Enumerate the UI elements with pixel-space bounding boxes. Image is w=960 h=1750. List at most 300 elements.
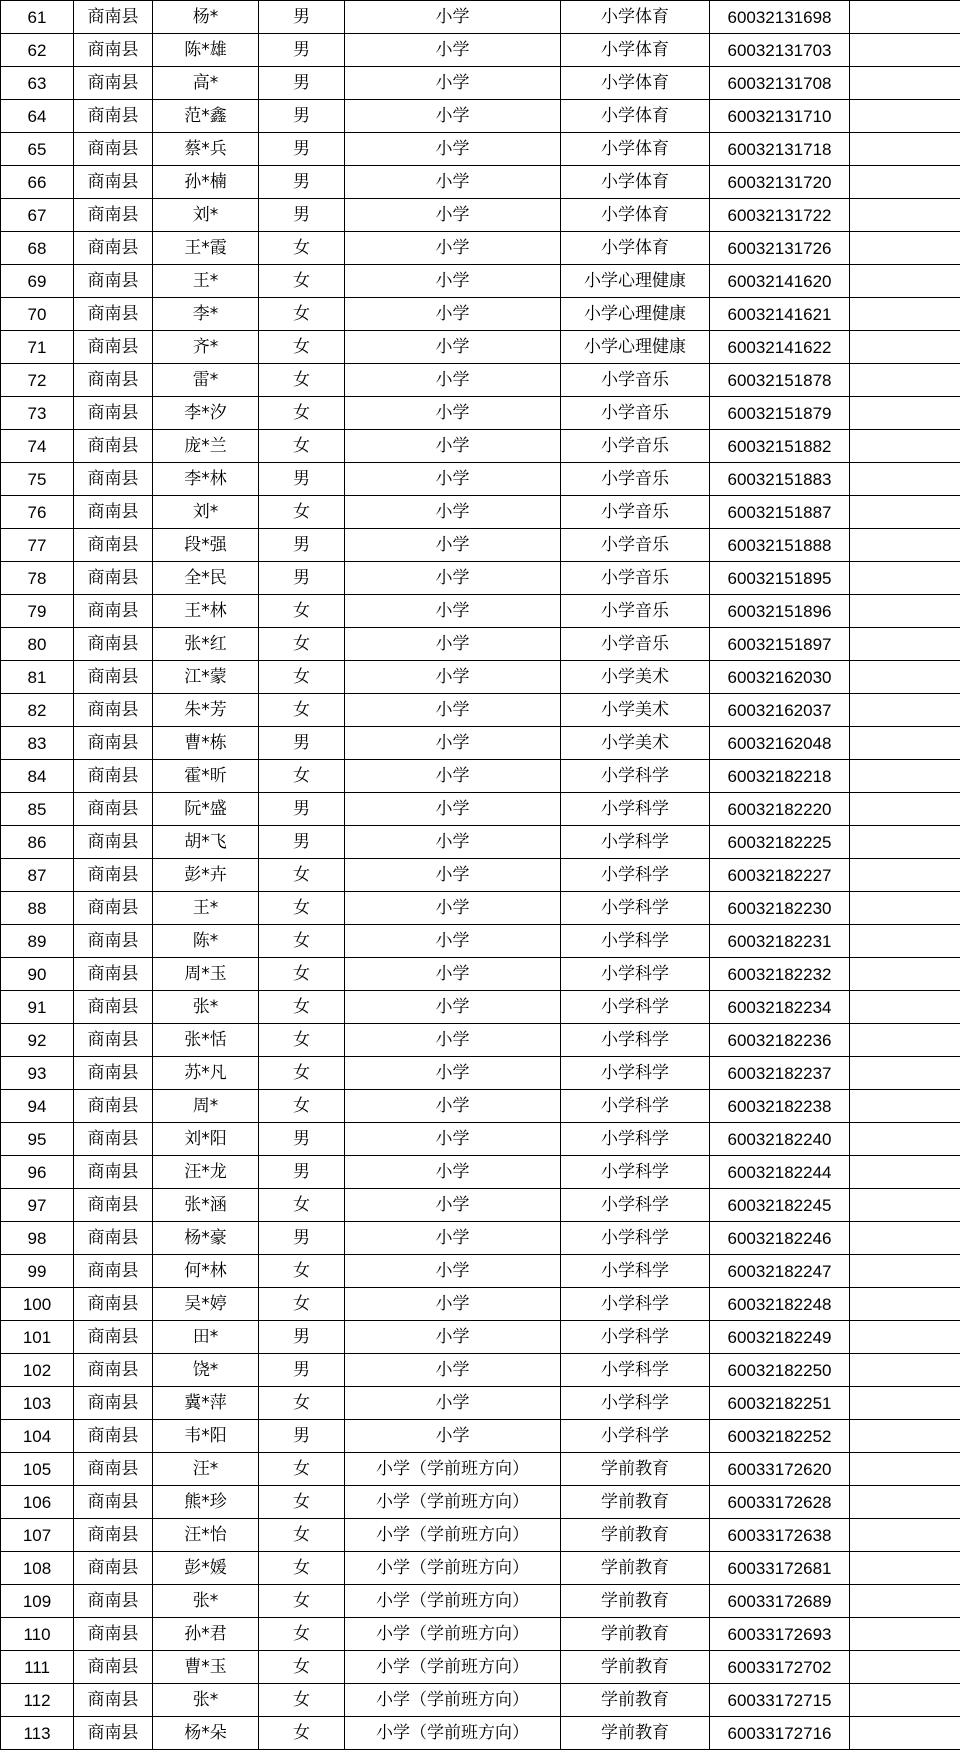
remark-cell	[850, 1651, 960, 1684]
table-row	[1, 1288, 960, 1321]
row-number-cell: 81	[1, 661, 74, 694]
subject-cell: 小学音乐	[561, 430, 710, 463]
county-cell: 商南县	[74, 1090, 153, 1123]
gender-cell: 女	[259, 232, 345, 265]
table-row	[1, 397, 960, 430]
remark-cell	[850, 1519, 960, 1552]
remark-cell	[850, 958, 960, 991]
subject-cell: 学前教育	[561, 1618, 710, 1651]
row-number-cell: 96	[1, 1156, 74, 1189]
subject-cell: 小学科学	[561, 1222, 710, 1255]
row-number-cell: 70	[1, 298, 74, 331]
name-cell: 朱*芳	[153, 694, 259, 727]
table-row	[1, 1420, 960, 1453]
exam-number-cell: 60032162048	[710, 727, 850, 760]
remark-cell	[850, 694, 960, 727]
name-cell: 王*	[153, 265, 259, 298]
county-cell: 商南县	[74, 1222, 153, 1255]
remark-cell	[850, 100, 960, 133]
remark-cell	[850, 331, 960, 364]
exam-number-cell: 60033172716	[710, 1717, 850, 1750]
county-cell: 商南县	[74, 1552, 153, 1585]
remark-cell	[850, 1024, 960, 1057]
gender-cell: 女	[259, 1387, 345, 1420]
gender-cell: 男	[259, 727, 345, 760]
exam-number-cell: 60032141620	[710, 265, 850, 298]
remark-cell	[850, 760, 960, 793]
gender-cell: 男	[259, 100, 345, 133]
name-cell: 李*林	[153, 463, 259, 496]
name-cell: 杨*朵	[153, 1717, 259, 1750]
row-number-cell: 99	[1, 1255, 74, 1288]
school-level-cell: 小学（学前班方向）	[345, 1585, 561, 1618]
county-cell: 商南县	[74, 1, 153, 34]
name-cell: 杨*	[153, 1, 259, 34]
exam-number-cell: 60032182250	[710, 1354, 850, 1387]
name-cell: 张*涵	[153, 1189, 259, 1222]
name-cell: 张*	[153, 1585, 259, 1618]
school-level-cell: 小学	[345, 628, 561, 661]
table-row	[1, 100, 960, 133]
county-cell: 商南县	[74, 529, 153, 562]
gender-cell: 男	[259, 133, 345, 166]
name-cell: 范*鑫	[153, 100, 259, 133]
subject-cell: 小学体育	[561, 166, 710, 199]
school-level-cell: 小学（学前班方向）	[345, 1684, 561, 1717]
exam-number-cell: 60032182252	[710, 1420, 850, 1453]
exam-number-cell: 60033172689	[710, 1585, 850, 1618]
remark-cell	[850, 1552, 960, 1585]
row-number-cell: 67	[1, 199, 74, 232]
school-level-cell: 小学	[345, 133, 561, 166]
subject-cell: 小学美术	[561, 694, 710, 727]
name-cell: 周*	[153, 1090, 259, 1123]
gender-cell: 女	[259, 1486, 345, 1519]
gender-cell: 女	[259, 1453, 345, 1486]
name-cell: 段*强	[153, 529, 259, 562]
gender-cell: 男	[259, 562, 345, 595]
row-number-cell: 84	[1, 760, 74, 793]
school-level-cell: 小学	[345, 166, 561, 199]
table-row	[1, 991, 960, 1024]
row-number-cell: 61	[1, 1, 74, 34]
row-number-cell: 109	[1, 1585, 74, 1618]
table-row	[1, 364, 960, 397]
subject-cell: 小学科学	[561, 892, 710, 925]
school-level-cell: 小学	[345, 661, 561, 694]
row-number-cell: 77	[1, 529, 74, 562]
county-cell: 商南县	[74, 1486, 153, 1519]
remark-cell	[850, 892, 960, 925]
exam-number-cell: 60032182230	[710, 892, 850, 925]
remark-cell	[850, 727, 960, 760]
subject-cell: 学前教育	[561, 1552, 710, 1585]
remark-cell	[850, 298, 960, 331]
name-cell: 高*	[153, 67, 259, 100]
remark-cell	[850, 1486, 960, 1519]
subject-cell: 小学科学	[561, 1420, 710, 1453]
row-number-cell: 75	[1, 463, 74, 496]
school-level-cell: 小学	[345, 1090, 561, 1123]
exam-number-cell: 60032151883	[710, 463, 850, 496]
table-row	[1, 1222, 960, 1255]
row-number-cell: 88	[1, 892, 74, 925]
school-level-cell: 小学	[345, 364, 561, 397]
table-row	[1, 760, 960, 793]
row-number-cell: 101	[1, 1321, 74, 1354]
school-level-cell: 小学	[345, 793, 561, 826]
table-row	[1, 1057, 960, 1090]
county-cell: 商南县	[74, 892, 153, 925]
school-level-cell: 小学	[345, 1156, 561, 1189]
gender-cell: 女	[259, 1684, 345, 1717]
gender-cell: 女	[259, 661, 345, 694]
table-row	[1, 1486, 960, 1519]
exam-number-cell: 60032151878	[710, 364, 850, 397]
county-cell: 商南县	[74, 1618, 153, 1651]
subject-cell: 小学体育	[561, 199, 710, 232]
remark-cell	[850, 595, 960, 628]
table-body	[1, 1, 960, 1750]
exam-number-cell: 60032151896	[710, 595, 850, 628]
county-cell: 商南县	[74, 100, 153, 133]
subject-cell: 学前教育	[561, 1486, 710, 1519]
name-cell: 蔡*兵	[153, 133, 259, 166]
name-cell: 江*蒙	[153, 661, 259, 694]
exam-number-cell: 60032131708	[710, 67, 850, 100]
table-row	[1, 1387, 960, 1420]
school-level-cell: 小学	[345, 232, 561, 265]
row-number-cell: 86	[1, 826, 74, 859]
county-cell: 商南县	[74, 232, 153, 265]
table-row	[1, 1024, 960, 1057]
exam-number-cell: 60032141621	[710, 298, 850, 331]
name-cell: 饶*	[153, 1354, 259, 1387]
gender-cell: 女	[259, 1618, 345, 1651]
remark-cell	[850, 562, 960, 595]
subject-cell: 小学科学	[561, 1189, 710, 1222]
school-level-cell: 小学	[345, 1255, 561, 1288]
table-row	[1, 562, 960, 595]
school-level-cell: 小学	[345, 1321, 561, 1354]
county-cell: 商南县	[74, 661, 153, 694]
exam-number-cell: 60032151895	[710, 562, 850, 595]
remark-cell	[850, 34, 960, 67]
name-cell: 汪*龙	[153, 1156, 259, 1189]
subject-cell: 小学心理健康	[561, 331, 710, 364]
exam-number-cell: 60032131698	[710, 1, 850, 34]
table-row	[1, 67, 960, 100]
school-level-cell: 小学	[345, 727, 561, 760]
subject-cell: 小学音乐	[561, 397, 710, 430]
school-level-cell: 小学	[345, 991, 561, 1024]
row-number-cell: 69	[1, 265, 74, 298]
county-cell: 商南县	[74, 463, 153, 496]
name-cell: 刘*	[153, 496, 259, 529]
remark-cell	[850, 628, 960, 661]
table-row	[1, 727, 960, 760]
county-cell: 商南县	[74, 1288, 153, 1321]
exam-number-cell: 60032131726	[710, 232, 850, 265]
county-cell: 商南县	[74, 1057, 153, 1090]
gender-cell: 女	[259, 892, 345, 925]
exam-number-cell: 60032182240	[710, 1123, 850, 1156]
name-cell: 王*林	[153, 595, 259, 628]
row-number-cell: 76	[1, 496, 74, 529]
remark-cell	[850, 859, 960, 892]
county-cell: 商南县	[74, 1354, 153, 1387]
subject-cell: 小学科学	[561, 1024, 710, 1057]
table-row	[1, 1618, 960, 1651]
name-cell: 汪*	[153, 1453, 259, 1486]
table-row	[1, 1123, 960, 1156]
school-level-cell: 小学	[345, 1057, 561, 1090]
exam-number-cell: 60032182218	[710, 760, 850, 793]
row-number-cell: 85	[1, 793, 74, 826]
gender-cell: 女	[259, 1255, 345, 1288]
subject-cell: 小学音乐	[561, 562, 710, 595]
exam-number-cell: 60033172702	[710, 1651, 850, 1684]
row-number-cell: 82	[1, 694, 74, 727]
school-level-cell: 小学	[345, 595, 561, 628]
name-cell: 熊*珍	[153, 1486, 259, 1519]
row-number-cell: 113	[1, 1717, 74, 1750]
exam-number-cell: 60032151887	[710, 496, 850, 529]
subject-cell: 学前教育	[561, 1651, 710, 1684]
table-row	[1, 1189, 960, 1222]
name-cell: 陈*雄	[153, 34, 259, 67]
row-number-cell: 104	[1, 1420, 74, 1453]
name-cell: 苏*凡	[153, 1057, 259, 1090]
exam-number-cell: 60032182238	[710, 1090, 850, 1123]
gender-cell: 女	[259, 925, 345, 958]
row-number-cell: 93	[1, 1057, 74, 1090]
name-cell: 曹*玉	[153, 1651, 259, 1684]
table-row	[1, 430, 960, 463]
remark-cell	[850, 529, 960, 562]
county-cell: 商南县	[74, 1156, 153, 1189]
subject-cell: 小学音乐	[561, 628, 710, 661]
name-cell: 张*红	[153, 628, 259, 661]
name-cell: 彭*卉	[153, 859, 259, 892]
county-cell: 商南县	[74, 1189, 153, 1222]
name-cell: 胡*飞	[153, 826, 259, 859]
exam-number-cell: 60033172638	[710, 1519, 850, 1552]
remark-cell	[850, 67, 960, 100]
table-row	[1, 826, 960, 859]
table-row	[1, 1354, 960, 1387]
county-cell: 商南县	[74, 298, 153, 331]
row-number-cell: 97	[1, 1189, 74, 1222]
table-row	[1, 925, 960, 958]
gender-cell: 男	[259, 166, 345, 199]
subject-cell: 小学音乐	[561, 364, 710, 397]
row-number-cell: 91	[1, 991, 74, 1024]
school-level-cell: 小学	[345, 34, 561, 67]
exam-number-cell: 60032182225	[710, 826, 850, 859]
county-cell: 商南县	[74, 562, 153, 595]
subject-cell: 学前教育	[561, 1684, 710, 1717]
subject-cell: 小学体育	[561, 100, 710, 133]
county-cell: 商南县	[74, 1255, 153, 1288]
gender-cell: 女	[259, 760, 345, 793]
table-row	[1, 529, 960, 562]
gender-cell: 女	[259, 1552, 345, 1585]
name-cell: 雷*	[153, 364, 259, 397]
county-cell: 商南县	[74, 826, 153, 859]
table-row	[1, 1585, 960, 1618]
gender-cell: 男	[259, 1, 345, 34]
school-level-cell: 小学	[345, 892, 561, 925]
remark-cell	[850, 1354, 960, 1387]
row-number-cell: 90	[1, 958, 74, 991]
row-number-cell: 73	[1, 397, 74, 430]
gender-cell: 女	[259, 430, 345, 463]
subject-cell: 小学音乐	[561, 595, 710, 628]
school-level-cell: 小学	[345, 958, 561, 991]
county-cell: 商南县	[74, 694, 153, 727]
exam-number-cell: 60032182246	[710, 1222, 850, 1255]
remark-cell	[850, 232, 960, 265]
table-row	[1, 34, 960, 67]
row-number-cell: 98	[1, 1222, 74, 1255]
name-cell: 陈*	[153, 925, 259, 958]
subject-cell: 小学科学	[561, 1387, 710, 1420]
subject-cell: 小学音乐	[561, 529, 710, 562]
county-cell: 商南县	[74, 793, 153, 826]
subject-cell: 小学心理健康	[561, 265, 710, 298]
table-row	[1, 1717, 960, 1750]
table-row	[1, 1321, 960, 1354]
county-cell: 商南县	[74, 397, 153, 430]
gender-cell: 女	[259, 595, 345, 628]
gender-cell: 男	[259, 199, 345, 232]
school-level-cell: 小学	[345, 463, 561, 496]
name-cell: 刘*阳	[153, 1123, 259, 1156]
name-cell: 王*	[153, 892, 259, 925]
row-number-cell: 106	[1, 1486, 74, 1519]
subject-cell: 小学科学	[561, 1255, 710, 1288]
remark-cell	[850, 1057, 960, 1090]
row-number-cell: 83	[1, 727, 74, 760]
school-level-cell: 小学	[345, 1354, 561, 1387]
row-number-cell: 72	[1, 364, 74, 397]
row-number-cell: 63	[1, 67, 74, 100]
row-number-cell: 66	[1, 166, 74, 199]
gender-cell: 男	[259, 529, 345, 562]
subject-cell: 小学体育	[561, 1, 710, 34]
exam-number-cell: 60032131703	[710, 34, 850, 67]
remark-cell	[850, 1123, 960, 1156]
name-cell: 汪*怡	[153, 1519, 259, 1552]
county-cell: 商南县	[74, 958, 153, 991]
subject-cell: 小学体育	[561, 133, 710, 166]
remark-cell	[850, 1387, 960, 1420]
row-number-cell: 111	[1, 1651, 74, 1684]
exam-number-cell: 60033172681	[710, 1552, 850, 1585]
county-cell: 商南县	[74, 496, 153, 529]
school-level-cell: 小学	[345, 826, 561, 859]
county-cell: 商南县	[74, 1651, 153, 1684]
gender-cell: 男	[259, 67, 345, 100]
school-level-cell: 小学	[345, 694, 561, 727]
name-cell: 阮*盛	[153, 793, 259, 826]
name-cell: 全*民	[153, 562, 259, 595]
gender-cell: 女	[259, 298, 345, 331]
school-level-cell: 小学	[345, 1189, 561, 1222]
gender-cell: 女	[259, 364, 345, 397]
remark-cell	[850, 826, 960, 859]
remark-cell	[850, 991, 960, 1024]
subject-cell: 小学体育	[561, 34, 710, 67]
school-level-cell: 小学	[345, 760, 561, 793]
exam-number-cell: 60032182244	[710, 1156, 850, 1189]
table-row	[1, 661, 960, 694]
row-number-cell: 102	[1, 1354, 74, 1387]
school-level-cell: 小学（学前班方向）	[345, 1618, 561, 1651]
school-level-cell: 小学（学前班方向）	[345, 1552, 561, 1585]
remark-cell	[850, 1717, 960, 1750]
name-cell: 杨*豪	[153, 1222, 259, 1255]
name-cell: 张*	[153, 991, 259, 1024]
gender-cell: 女	[259, 496, 345, 529]
subject-cell: 小学科学	[561, 925, 710, 958]
exam-number-cell: 60032151879	[710, 397, 850, 430]
gender-cell: 男	[259, 1420, 345, 1453]
row-number-cell: 62	[1, 34, 74, 67]
school-level-cell: 小学	[345, 529, 561, 562]
school-level-cell: 小学	[345, 1, 561, 34]
exam-number-cell: 60032131710	[710, 100, 850, 133]
row-number-cell: 64	[1, 100, 74, 133]
name-cell: 张*	[153, 1684, 259, 1717]
table-row	[1, 1651, 960, 1684]
county-cell: 商南县	[74, 67, 153, 100]
exam-number-cell: 60032182220	[710, 793, 850, 826]
gender-cell: 女	[259, 1288, 345, 1321]
county-cell: 商南县	[74, 925, 153, 958]
gender-cell: 男	[259, 34, 345, 67]
gender-cell: 女	[259, 331, 345, 364]
name-cell: 吴*婷	[153, 1288, 259, 1321]
row-number-cell: 79	[1, 595, 74, 628]
row-number-cell: 94	[1, 1090, 74, 1123]
exam-number-cell: 60032182251	[710, 1387, 850, 1420]
table-row	[1, 496, 960, 529]
county-cell: 商南县	[74, 1123, 153, 1156]
subject-cell: 小学科学	[561, 1090, 710, 1123]
county-cell: 商南县	[74, 364, 153, 397]
subject-cell: 小学美术	[561, 727, 710, 760]
gender-cell: 男	[259, 1123, 345, 1156]
county-cell: 商南县	[74, 133, 153, 166]
subject-cell: 小学科学	[561, 826, 710, 859]
school-level-cell: 小学	[345, 397, 561, 430]
gender-cell: 女	[259, 397, 345, 430]
row-number-cell: 68	[1, 232, 74, 265]
subject-cell: 小学科学	[561, 1057, 710, 1090]
school-level-cell: 小学（学前班方向）	[345, 1717, 561, 1750]
gender-cell: 女	[259, 859, 345, 892]
remark-cell	[850, 397, 960, 430]
school-level-cell: 小学	[345, 1024, 561, 1057]
row-number-cell: 78	[1, 562, 74, 595]
school-level-cell: 小学	[345, 100, 561, 133]
table-row	[1, 859, 960, 892]
exam-number-cell: 60032182248	[710, 1288, 850, 1321]
county-cell: 商南县	[74, 991, 153, 1024]
county-cell: 商南县	[74, 331, 153, 364]
